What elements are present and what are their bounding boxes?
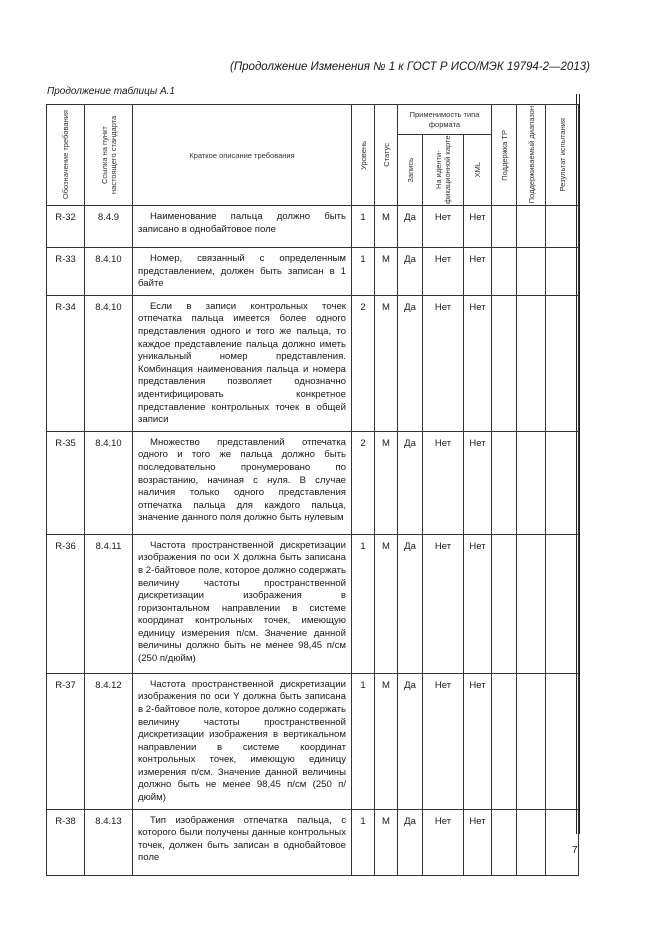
col-header-supported-range: Поддерживаемый диапазон [517,105,546,206]
requirement-id: R-37 [47,673,85,809]
record-cell: Да [398,248,423,296]
table-row [47,809,579,875]
supported-range-cell [517,206,546,248]
level-cell: 1 [352,534,375,673]
table-row [47,673,579,809]
status-cell: М [375,534,398,673]
clause-reference: 8.4.10 [85,295,133,431]
status-cell: М [375,206,398,248]
status-cell: М [375,431,398,534]
requirement-description: Частота пространственной дискретизации изображения по оси X должна быть записана в 2-байтовое поле, которое должно содержать величину частоты пространственной дискретизации изображения в горизонтальном направлении в системе координат контрольных точек, имеющую единицу измерения п/см. Значение данной величины должно быть не менее 98,45 п/см (250 п/дюйм) [133,534,352,673]
test-result-cell [546,534,579,673]
test-result-cell [546,431,579,534]
level-cell: 1 [352,673,375,809]
requirement-description: Наименование пальца должно быть записано в однобайтовое поле [133,206,352,248]
requirement-description: Частота пространственной дискретизации изображения по оси Y должна быть записана в 2-байтовое поле, которое должно содержать величину частоты пространственной дискретизации изображения в вертикальном направлении в системе координат контрольных точек, имеющую единицу измерения п/см. Значение данной величины должно быть не менее 98,45 п/см (250 п/дюйм) [133,673,352,809]
record-cell: Да [398,295,423,431]
requirement-description: Если в записи контрольных точек отпечатка пальца имеется более одного представления одного и того же пальца, то каждое представление пальца должно иметь уникальный номер представления. Комбинация наименования пальца и номера представления позволяет однозначно идентифицировать конкретное представление контрольных точек в общей записи [133,295,352,431]
status-cell: М [375,673,398,809]
xml-cell: Нет [464,248,492,296]
status-cell: М [375,809,398,875]
supported-range-cell [517,534,546,673]
col-header-id-card: На иденти-фикационной карте [423,135,464,206]
xml-cell: Нет [464,809,492,875]
record-cell: Да [398,534,423,673]
requirement-id: R-34 [47,295,85,431]
tr-support-cell [492,431,517,534]
tr-support-cell [492,673,517,809]
id-card-cell: Нет [423,809,464,875]
table-caption: Продолжение таблицы А.1 [47,86,175,97]
status-cell: М [375,248,398,296]
xml-cell: Нет [464,295,492,431]
supported-range-cell [517,431,546,534]
requirement-id: R-33 [47,248,85,296]
table-row [47,534,579,673]
table-row [47,206,579,248]
margin-rule-inner [579,94,580,834]
id-card-cell: Нет [423,534,464,673]
test-result-cell [546,809,579,875]
clause-reference: 8.4.13 [85,809,133,875]
level-cell: 2 [352,295,375,431]
record-cell: Да [398,431,423,534]
level-cell: 1 [352,248,375,296]
table-row [47,295,579,431]
requirement-id: R-38 [47,809,85,875]
tr-support-cell [492,809,517,875]
xml-cell: Нет [464,534,492,673]
col-header-reference: Ссылка на пункт настоящего стандарта [85,105,133,206]
col-header-test-result: Результат испытания [546,105,579,206]
requirement-id: R-35 [47,431,85,534]
clause-reference: 8.4.12 [85,673,133,809]
test-result-cell [546,295,579,431]
xml-cell: Нет [464,673,492,809]
id-card-cell: Нет [423,431,464,534]
col-header-description: Краткое описание требования [133,105,352,206]
tr-support-cell [492,534,517,673]
tr-support-cell [492,295,517,431]
record-cell: Да [398,673,423,809]
table-row [47,248,579,296]
col-header-applicability: Применимость типа формата [398,105,492,135]
table-row [47,431,579,534]
test-result-cell [546,248,579,296]
level-cell: 1 [352,809,375,875]
xml-cell: Нет [464,431,492,534]
id-card-cell: Нет [423,248,464,296]
requirements-table [46,104,579,876]
col-header-record: Запись [398,135,423,206]
id-card-cell: Нет [423,206,464,248]
col-header-status: Статус [375,105,398,206]
level-cell: 2 [352,431,375,534]
xml-cell: Нет [464,206,492,248]
supported-range-cell [517,248,546,296]
requirement-id: R-32 [47,206,85,248]
record-cell: Да [398,206,423,248]
col-header-tr-support: Поддержка ТР [492,105,517,206]
tr-support-cell [492,206,517,248]
requirement-description: Тип изображения отпечатка пальца, с которого были получены данные контрольных точек, должен быть записан в однобайтовое поле [133,809,352,875]
record-cell: Да [398,809,423,875]
col-header-level: Уровень [352,105,375,206]
clause-reference: 8.4.10 [85,431,133,534]
supported-range-cell [517,295,546,431]
tr-support-cell [492,248,517,296]
requirement-description: Множество представлений отпечатка одного и того же пальца должно быть последовательно пронумеровано по возрастанию, начиная с нуля. В случае наличия только одного представления отпечатка пальца для каждого пальца, значение данного поля должно быть нулевым [133,431,352,534]
col-header-designation: Обозначение требования [47,105,85,206]
test-result-cell [546,673,579,809]
requirement-id: R-36 [47,534,85,673]
clause-reference: 8.4.9 [85,206,133,248]
col-header-xml: XML [464,135,492,206]
supported-range-cell [517,673,546,809]
supported-range-cell [517,809,546,875]
level-cell: 1 [352,206,375,248]
requirement-description: Номер, связанный с определенным представлением, должен быть записан в 1 байте [133,248,352,296]
running-title: (Продолжение Изменения № 1 к ГОСТ Р ИСО/МЭК 19794-2—2013) [230,61,590,73]
id-card-cell: Нет [423,295,464,431]
page-number: 7 [572,845,578,856]
clause-reference: 8.4.11 [85,534,133,673]
clause-reference: 8.4.10 [85,248,133,296]
status-cell: М [375,295,398,431]
id-card-cell: Нет [423,673,464,809]
test-result-cell [546,206,579,248]
